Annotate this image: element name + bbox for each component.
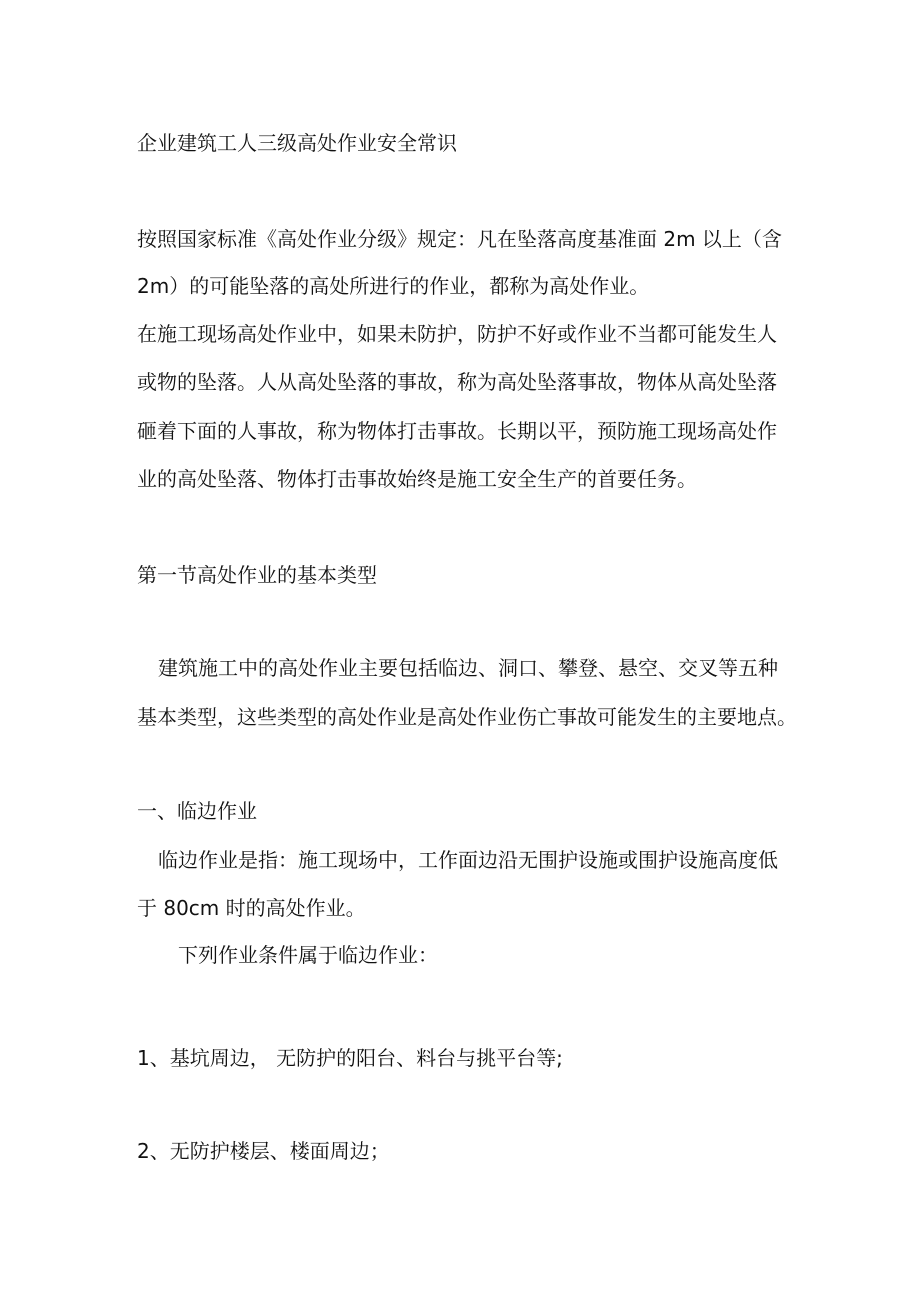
- document-title: 企业建筑工人三级高处作业安全常识: [137, 131, 457, 155]
- paragraph-line: 砸着下面的人事故，称为物体打击事故。长期以平，预防施工现场高处作: [137, 419, 777, 443]
- section-heading: 第一节高处作业的基本类型: [137, 563, 377, 587]
- definition-line-2: 于 80cm 时的高处作业。: [137, 896, 366, 920]
- paragraph-line: 基本类型，这些类型的高处作业是高处作业伤亡事故可能发生的主要地点。: [137, 705, 797, 729]
- definition-line-1: 临边作业是指：施工现场中，工作面边沿无围护设施或围护设施高度低: [158, 848, 778, 872]
- paragraph-line: 建筑施工中的高处作业主要包括临边、洞口、攀登、悬空、交叉等五种: [158, 656, 778, 680]
- subsection-heading: 一、临边作业: [137, 799, 257, 823]
- paragraph-line: 在施工现场高处作业中，如果未防护，防护不好或作业不当都可能发生人: [137, 322, 777, 346]
- paragraph-line: 或物的坠落。人从高处坠落的事故，称为高处坠落事故，物体从高处坠落: [137, 370, 777, 394]
- list-item: 2、无防护楼层、楼面周边；: [137, 1139, 390, 1163]
- list-item: 1、基坑周边， 无防护的阳台、料台与挑平台等;: [137, 1046, 563, 1070]
- intro-line-1: 按照国家标准《高处作业分级》规定：凡在坠落高度基准面 2m 以上（含: [137, 227, 782, 251]
- paragraph-line: 业的高处坠落、物体打击事故始终是施工安全生产的首要任务。: [137, 467, 697, 491]
- conditions-intro: 下列作业条件属于临边作业：: [178, 943, 438, 967]
- intro-line-2: 2m）的可能坠落的高处所进行的作业，都称为高处作业。: [137, 274, 650, 298]
